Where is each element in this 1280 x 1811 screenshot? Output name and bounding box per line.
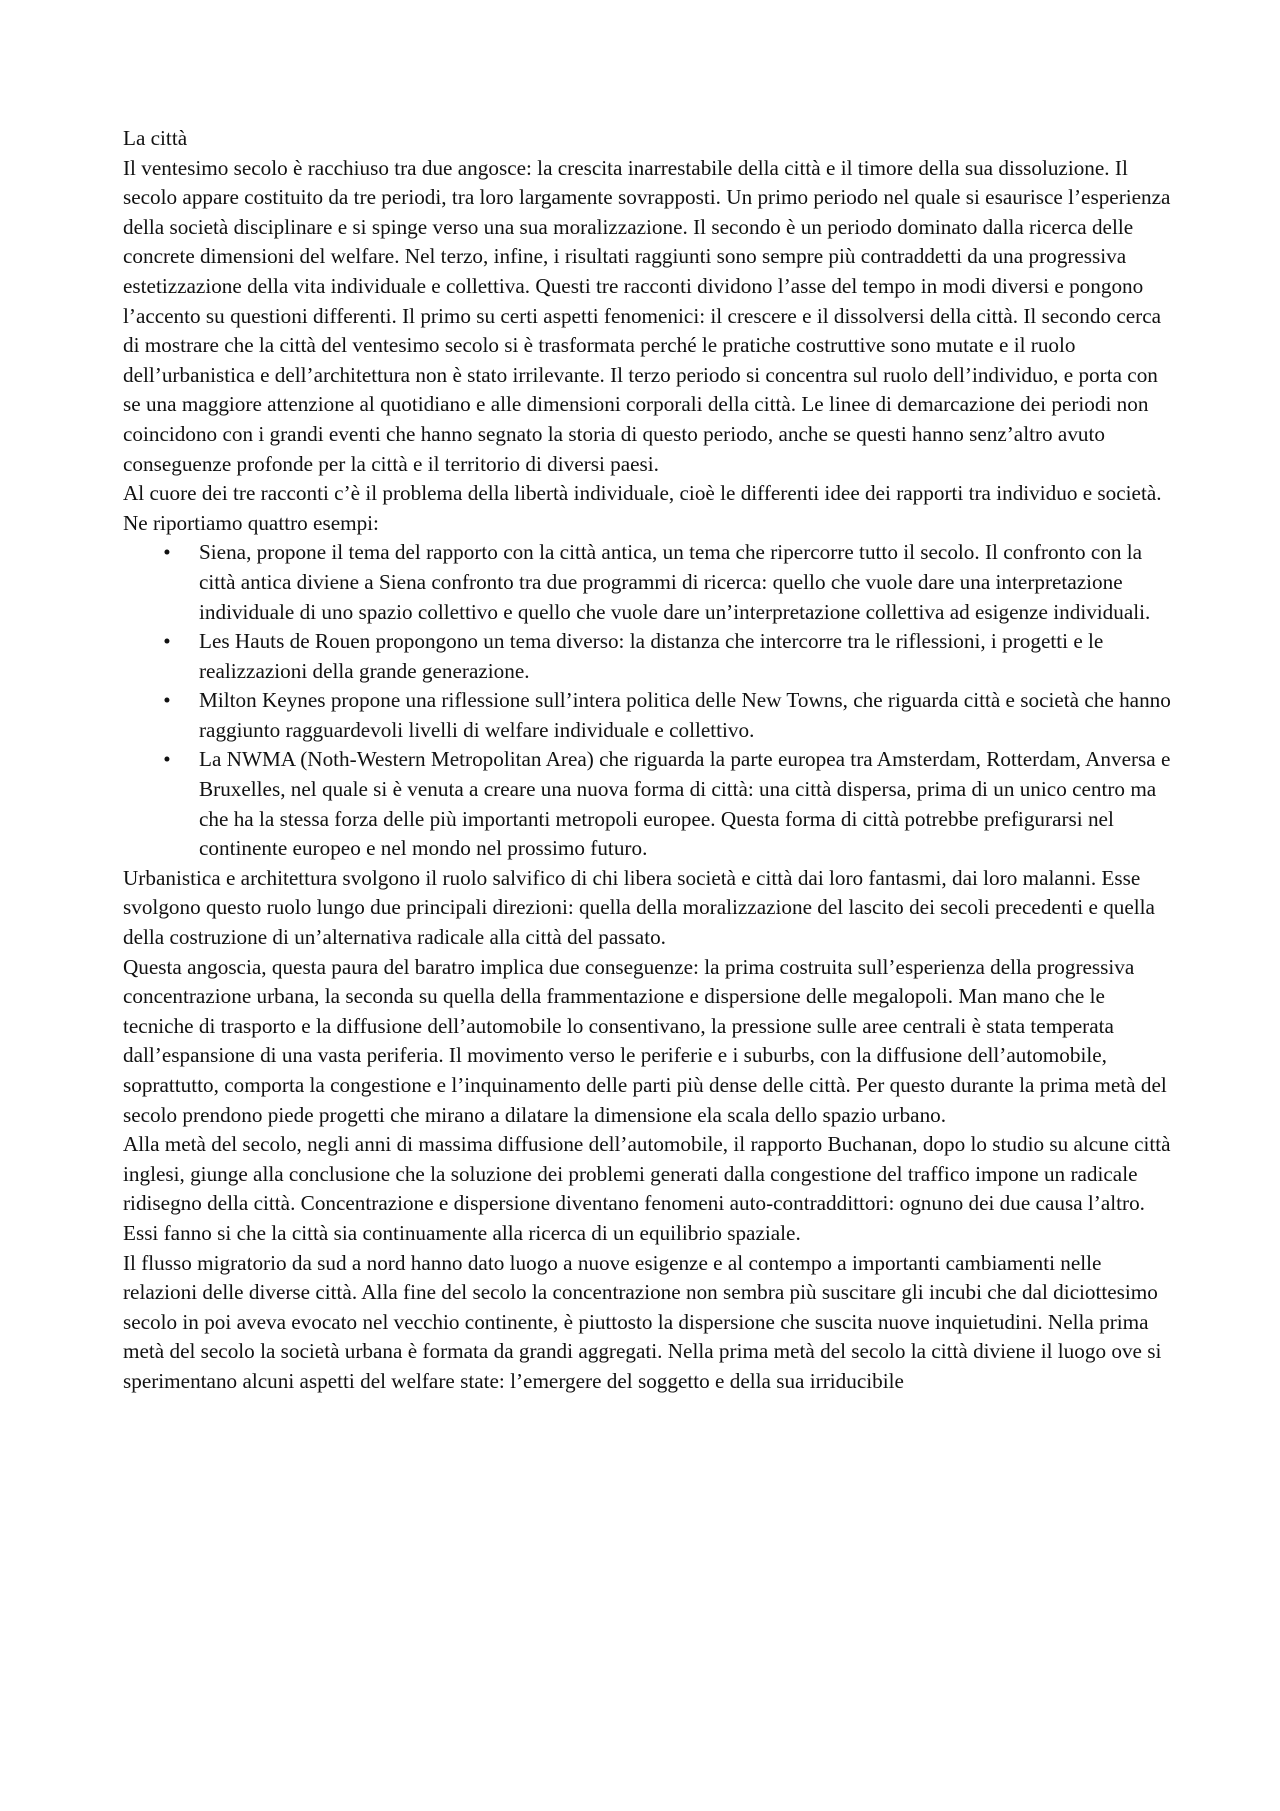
examples-list [123, 538, 1175, 864]
list-item-nwma [123, 745, 1175, 863]
document-body [123, 124, 1175, 1397]
paragraph-urbanistica: Urbanistica e architettura svolgono il ruolo salvifico di chi libera società e città dai loro fantasmi, dai loro malanni. Esse svolgono questo ruolo lungo due principali direzioni: quella della moralizzazione del lascito dei secoli precedenti e quella della costruzione di un’alternativa radicale alla città del passato. [123, 865, 1155, 950]
paragraph-intro: Il ventesimo secolo è racchiuso tra due angosce: la crescita inarrestabile della città e il timore della sua dissoluzione. Il secolo appare costituito da tre periodi, tra loro largamente sovrapposti. Un primo periodo nel quale si esaurisce l’esperienza della società disciplinare e si spinge verso una sua moralizzazione. Il secondo è un periodo dominato dalla ricerca delle concrete dimensioni del welfare. Nel terzo, infine, i risultati raggiunti sono sempre più contraddetti da una progressiva estetizzazione della vita individuale e collettiva. Questi tre racconti dividono l’asse del tempo in modi diversi e pongono l’accento su questioni differenti. Il primo su certi aspetti fenomenici: il crescere e il dissolversi della città. Il secondo cerca di mostrare che la città del ventesimo secolo si è trasformata perché le pratiche costruttive sono mutate e il ruolo dell’urbanistica e dell’architettura non è stato irrilevante. Il terzo periodo si concentra sul ruolo dell’individuo, e porta con se una maggiore attenzione al quotidiano e alle dimensioni corporali della città. Le linee di demarcazione dei periodi non coincidono con i grandi eventi che hanno segnato la storia di questo periodo, anche se questi hanno senz’altro avuto conseguenze profonde per la città e il territorio di diversi paesi. [123, 155, 1171, 476]
list-item-text: Milton Keynes propone una riflessione sull’intera politica delle New Towns, che riguarda città e società che hanno raggiunto ragguardevoli livelli di welfare individuale e collettivo. [199, 688, 1171, 742]
list-item-text: Les Hauts de Rouen propongono un tema diverso: la distanza che intercorre tra le riflessioni, i progetti e le realizzazioni della grande generazione. [199, 629, 1104, 683]
paragraph-angoscia: Questa angoscia, questa paura del baratro implica due conseguenze: la prima costruita sull’esperienza della progressiva concentrazione urbana, la seconda su quella della frammentazione e dispersione delle megalopoli. Man mano che le tecniche di trasporto e la diffusione dell’automobile lo consentivano, la pressione sulle aree centrali è stata temperata dall’espansione di una vasta periferia. Il movimento verso le periferie e i suburbs, con la diffusione dell’automobile, soprattutto, comporta la congestione e l’inquinamento delle parti più dense delle città. Per questo durante la prima metà del secolo prendono piede progetti che mirano a dilatare la dimensione ela scala dello spazio urbano. [123, 954, 1167, 1127]
document-title: La città [123, 126, 188, 150]
bullet-icon: • [163, 629, 171, 654]
bullet-icon: • [163, 688, 171, 713]
list-item-siena [123, 538, 1175, 627]
paragraph-lead-in: Al cuore dei tre racconti c’è il problema della libertà individuale, cioè le differenti idee dei rapporti tra individuo e società. Ne riportiamo quattro esempi: [123, 481, 1162, 535]
paragraph-flusso-migratorio: Il flusso migratorio da sud a nord hanno dato luogo a nuove esigenze e al contempo a importanti cambiamenti nelle relazioni delle diverse città. Alla fine del secolo la concentrazione non sembra più suscitare gli incubi che dal diciottesimo secolo in poi aveva evocato nel vecchio continente, è piuttosto la dispersione che suscita nuove inquietudini. Nella prima metà del secolo la società urbana è formata da grandi aggregati. Nella prima metà del secolo la città diviene il luogo ove si sperimentano alcuni aspetti del welfare state: l’emergere del soggetto e della sua irriducibile [123, 1250, 1162, 1393]
list-item-milton-keynes [123, 686, 1175, 745]
bullet-icon: • [163, 540, 171, 565]
list-item-text: La NWMA (Noth-Western Metropolitan Area) che riguarda la parte europea tra Amsterdam, Rotterdam, Anversa e Bruxelles, nel quale si è venuta a creare una nuova forma di città: una città dispersa, prima di un unico centro ma che ha la stessa forza delle più importanti metropoli europee. Questa forma di città potrebbe prefigurarsi nel continente europeo e nel mondo nel prossimo futuro. [199, 747, 1171, 861]
list-item-rouen [123, 627, 1175, 686]
paragraph-buchanan: Alla metà del secolo, negli anni di massima diffusione dell’automobile, il rapporto Buchanan, dopo lo studio su alcune città inglesi, giunge alla conclusione che la soluzione dei problemi generati dalla congestione del traffico impone un radicale ridisegno della città. Concentrazione e dispersione diventano fenomeni auto-contraddittori: ognuno dei due causa l’altro. Essi fanno si che la città sia continuamente alla ricerca di un equilibrio spaziale. [123, 1132, 1171, 1245]
list-item-text: Siena, propone il tema del rapporto con la città antica, un tema che ripercorre tutto il secolo. Il confronto con la città antica diviene a Siena confronto tra due programmi di ricerca: quello che vuole dare una interpretazione individuale di uno spazio collettivo e quello che vuole dare un’interpretazione collettiva ad esigenze individuali. [199, 540, 1151, 624]
bullet-icon: • [163, 747, 171, 772]
